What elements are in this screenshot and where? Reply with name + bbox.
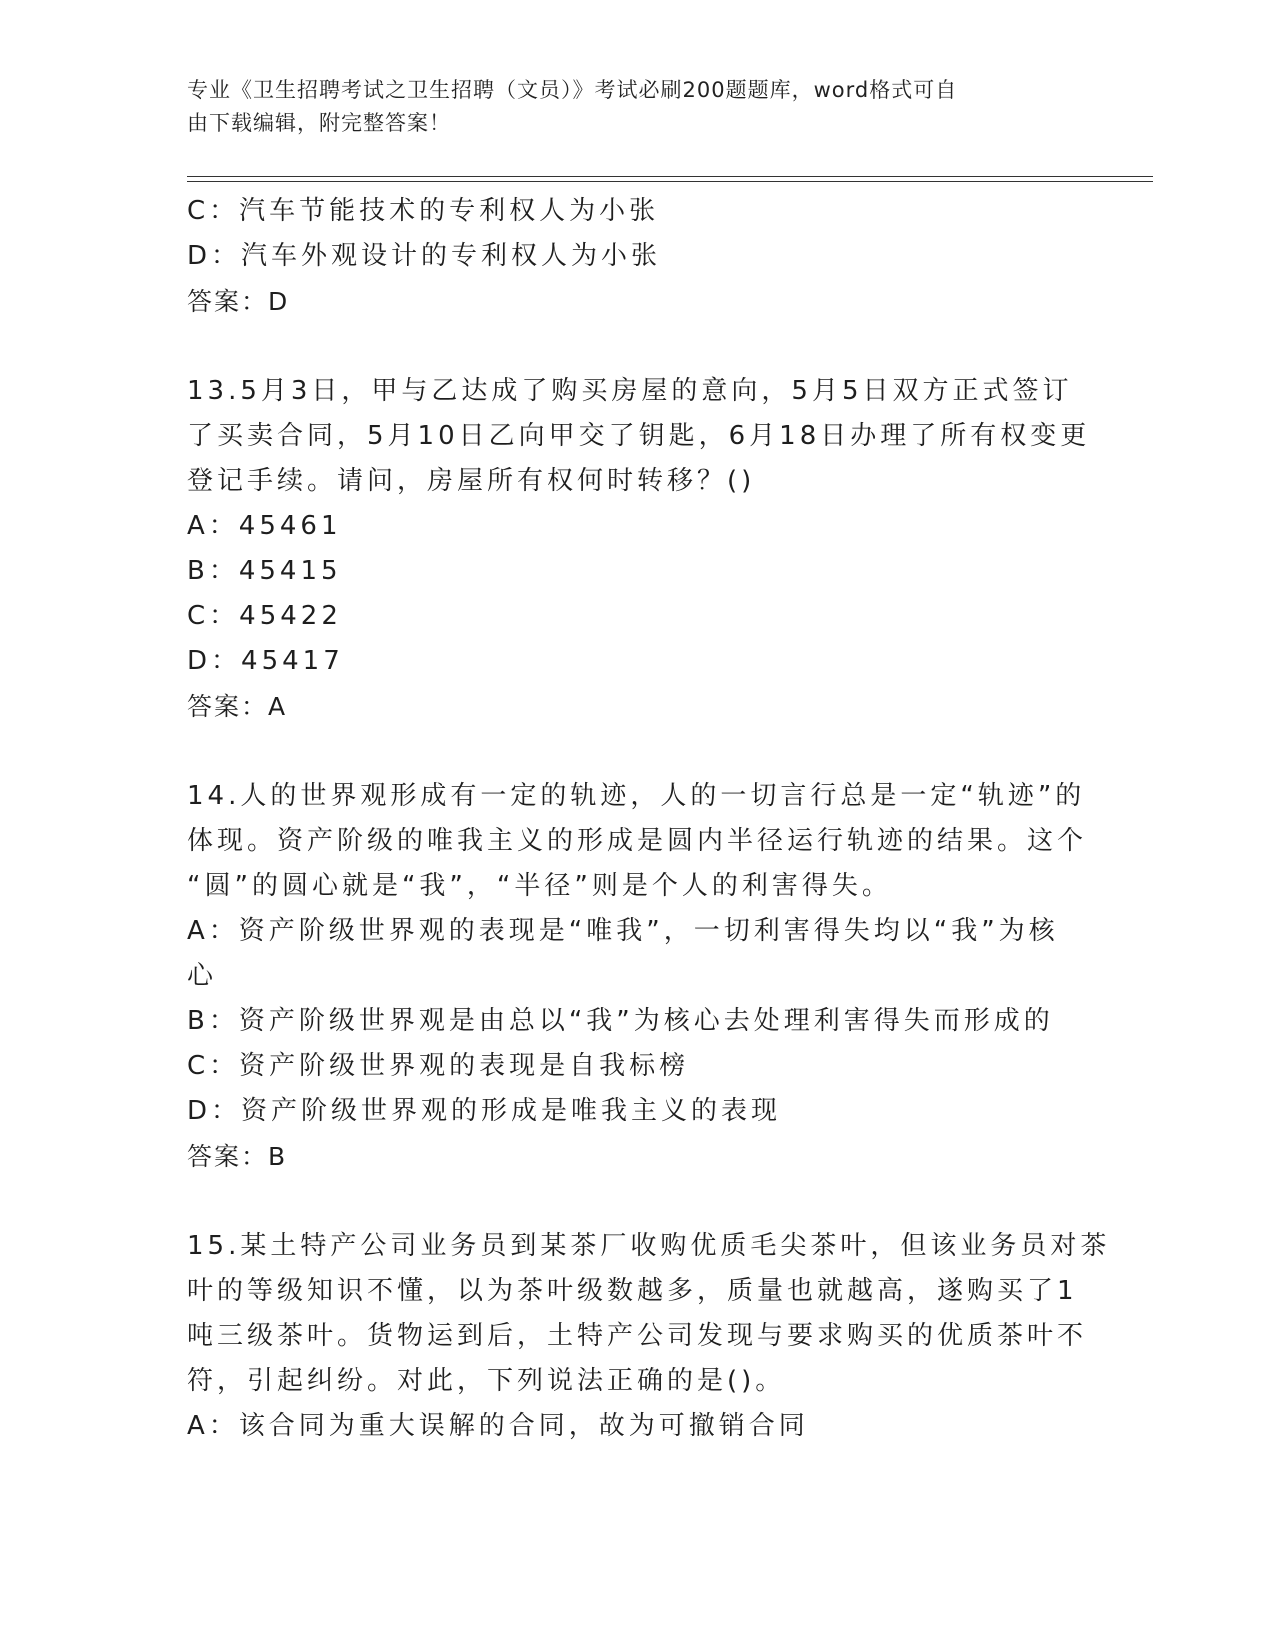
spacer [187, 1179, 1087, 1224]
prev-option-c: C：汽车节能技术的专利权人为小张 [187, 196, 660, 226]
q14-option-b: B：资产阶级世界观是由总以“我”为核心去处理利害得失而形成的 [187, 1006, 1054, 1036]
q13-stem-line-1: 13.5月3日，甲与乙达成了购买房屋的意向，5月5日双方正式签订 [187, 376, 1073, 406]
q14-stem-line-2: 体现。资产阶级的唯我主义的形成是圆内半径运行轨迹的结果。这个 [187, 826, 1088, 856]
q13-option-a: A：45461 [187, 511, 342, 541]
q14-option-d: D：资产阶级世界观的形成是唯我主义的表现 [187, 1096, 782, 1126]
q13-option-d: D：45417 [187, 646, 344, 676]
spacer [187, 729, 1087, 774]
prev-answer: 答案：D [187, 287, 290, 316]
question-14 [187, 774, 1087, 1179]
q15-option-a: A：该合同为重大误解的合同，故为可撤销合同 [187, 1411, 809, 1441]
q13-answer: 答案：A [187, 692, 288, 721]
q13-stem-line-2: 了买卖合同，5月10日乙向甲交了钥匙，6月18日办理了所有权变更 [187, 421, 1091, 451]
q15-stem-line-2: 叶的等级知识不懂，以为茶叶级数越多，质量也就越高，遂购买了1 [187, 1276, 1078, 1306]
q15-stem-line-1: 15.某土特产公司业务员到某茶厂收购优质毛尖茶叶，但该业务员对茶 [187, 1231, 1111, 1261]
q14-option-c: C：资产阶级世界观的表现是自我标榜 [187, 1051, 690, 1081]
question-15 [187, 1224, 1111, 1449]
q14-stem-line-1: 14.人的世界观形成有一定的轨迹，人的一切言行总是一定“轨迹”的 [187, 781, 1086, 811]
question-13 [187, 369, 1091, 729]
document-header [187, 74, 1067, 140]
q14-option-a-line-2: 心 [187, 961, 218, 991]
q13-stem-line-3: 登记手续。请问，房屋所有权何时转移？() [187, 466, 756, 496]
q13-option-b: B：45415 [187, 556, 342, 586]
header-divider-top [187, 176, 1153, 177]
q13-option-c: C：45422 [187, 601, 342, 631]
q15-stem-line-3: 吨三级茶叶。货物运到后，土特产公司发现与要求购买的优质茶叶不 [187, 1321, 1088, 1351]
header-line-1: 专业《卫生招聘考试之卫生招聘（文员）》考试必刷200题题库，word格式可自 [187, 78, 958, 102]
question-content [187, 189, 1111, 1449]
q14-stem-line-3: “圆”的圆心就是“我”，“半径”则是个人的利害得失。 [187, 871, 892, 901]
spacer [187, 324, 1087, 369]
header-line-2: 由下载编辑，附完整答案！ [187, 111, 451, 135]
q14-answer: 答案：B [187, 1142, 288, 1171]
prev-option-d: D：汽车外观设计的专利权人为小张 [187, 241, 662, 271]
header-divider-bottom [187, 181, 1153, 182]
q14-option-a-line-1: A：资产阶级世界观的表现是“唯我”，一切利害得失均以“我”为核 [187, 916, 1059, 946]
q15-stem-line-4: 符，引起纠纷。对此，下列说法正确的是()。 [187, 1366, 786, 1396]
